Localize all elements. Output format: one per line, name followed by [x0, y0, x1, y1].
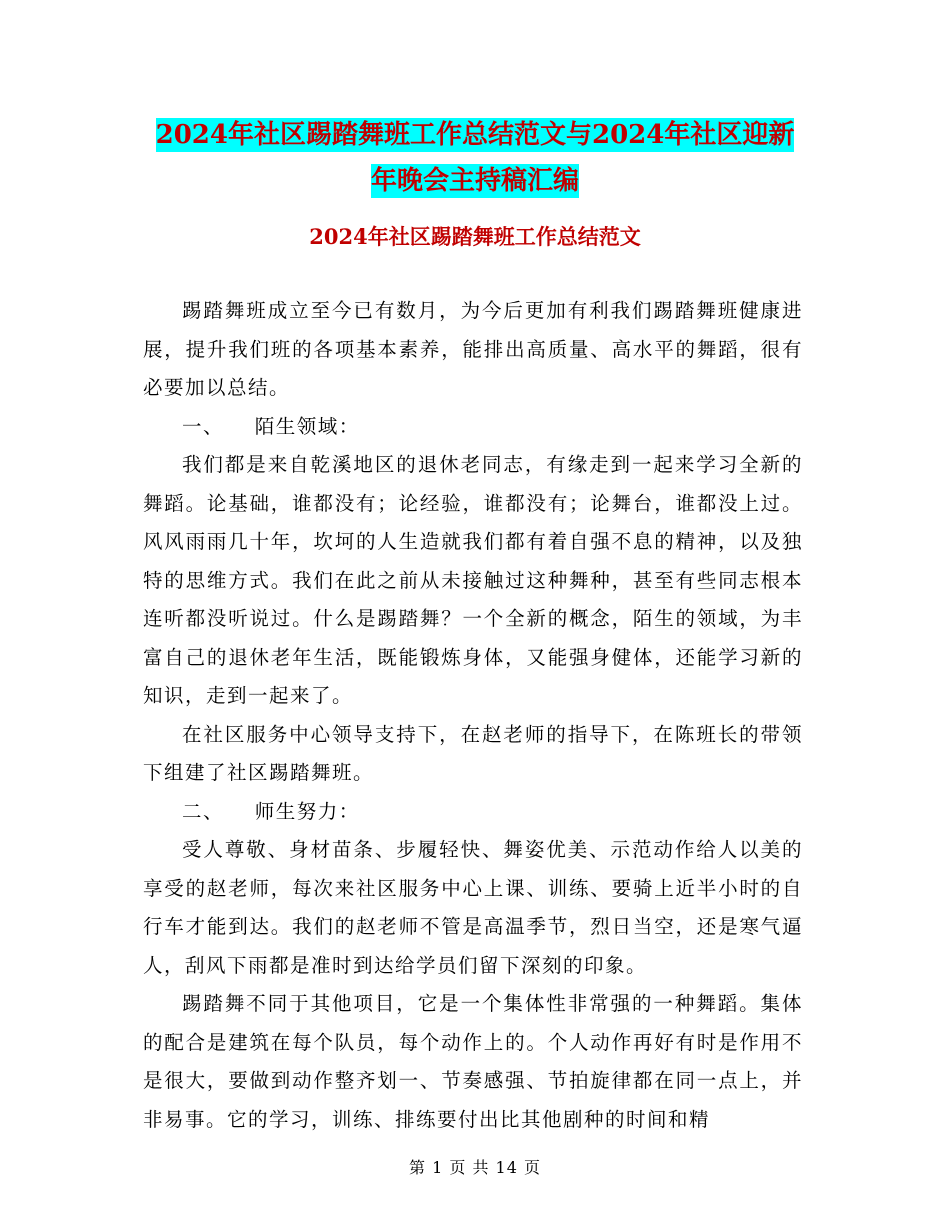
- document-body: [143, 292, 803, 1139]
- heading-teacher-student-effort: 二、 师生努力：: [182, 799, 360, 823]
- title-line-1: 2024年社区踢踏舞班工作总结范文与2024年社区迎新: [155, 120, 795, 150]
- paragraph-teamwork: 踢踏舞不同于其他项目，它是一个集体性非常强的一种舞蹈。集体的配合是建筑在每个队员，每个动作上的。个人动作再好有时是作用不是很大，要做到动作整齐划一、节奏感强、节拍旋律都在同一点上，并非易事。它的学习，训练、排练要付出比其他剧种的时间和精: [143, 992, 803, 1131]
- paragraph-background: 我们都是来自乾溪地区的退休老同志，有缘走到一起来学习全新的舞蹈。论基础，谁都没有；论经验，谁都没有；论舞台，谁都没上过。风风雨雨几十年，坎坷的人生造就我们都有着自强不息的精神，以及独特的思维方式。我们在此之前从未接触过这种舞种，甚至有些同志根本连听都没听说过。什么是踢踏舞？一个全新的概念，陌生的领域，为丰富自己的退休老年生活，既能锻炼身体，又能强身健体，还能学习新的知识，走到一起来了。: [143, 453, 803, 707]
- paragraph-teacher: 受人尊敬、身材苗条、步履轻快、舞姿优美、示范动作给人以美的享受的赵老师，每次来社区服务中心上课、训练、要骑上近半小时的自行车才能到达。我们的赵老师不管是高温季节，烈日当空，还是寒气逼人，刮风下雨都是准时到达给学员们留下深刻的印象。: [143, 838, 803, 977]
- document-title: [0, 112, 950, 204]
- paragraph-intro: 踢踏舞班成立至今已有数月，为今后更加有利我们踢踏舞班健康进展，提升我们班的各项基本素养，能排出高质量、高水平的舞蹈，很有必要加以总结。: [143, 299, 803, 399]
- paragraph-founding: 在社区服务中心领导支持下，在赵老师的指导下，在陈班长的带领下组建了社区踢踏舞班。: [143, 722, 803, 784]
- section-title: 2024年社区踢踏舞班工作总结范文: [309, 224, 641, 249]
- title-line-2: 年晚会主持稿汇编: [370, 166, 579, 196]
- heading-strange-field: 一、 陌生领域：: [182, 414, 360, 438]
- page-number: 第 1 页 共 14 页: [409, 1158, 541, 1177]
